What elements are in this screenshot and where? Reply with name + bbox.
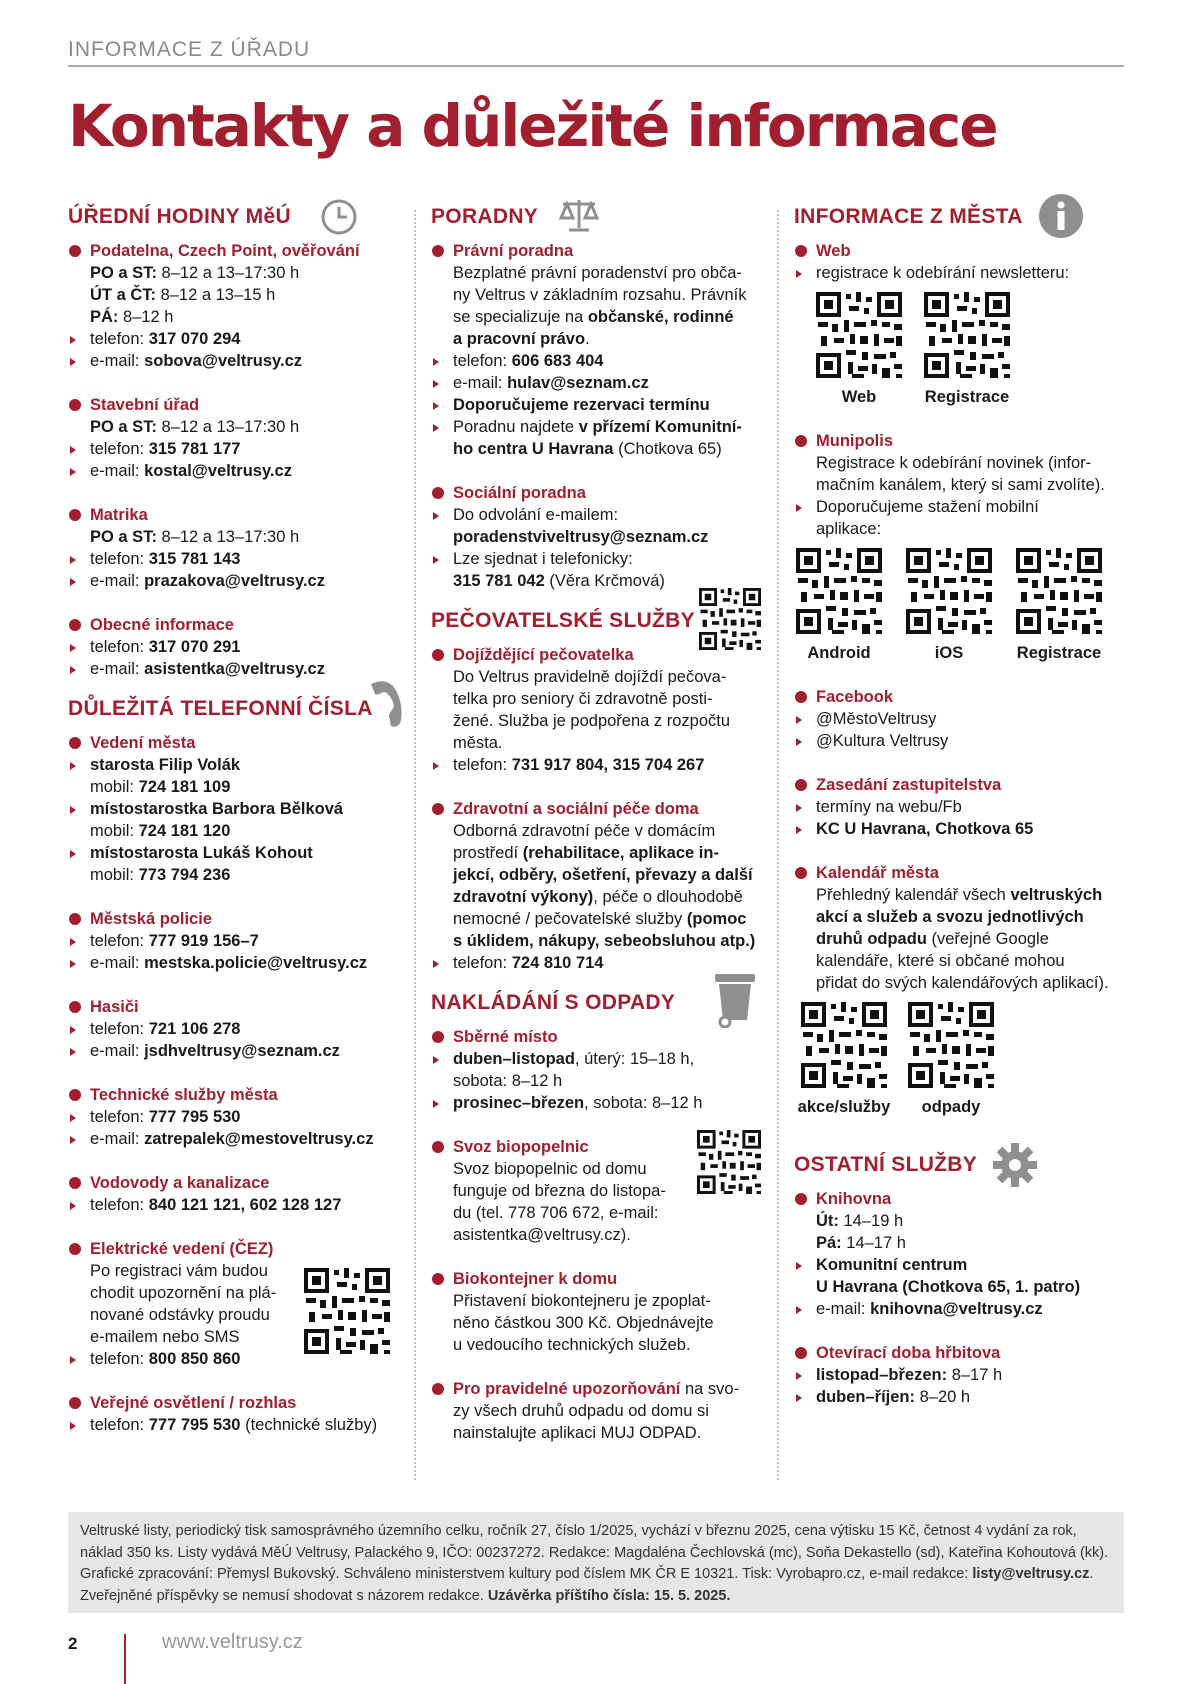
bullet [69,245,81,257]
list-item: Facebook @MěstoVeltrusy @Kultura Veltrusy [794,686,1126,752]
email-line[interactable]: e-mail: prazakova@veltrusy.cz [90,570,398,592]
qr-code-icon[interactable] [924,292,1010,378]
bullet [795,691,807,703]
bullet [432,1383,444,1395]
email-line[interactable]: e-mail: knihovna@veltrusy.cz [816,1298,1126,1320]
bullet [69,509,81,521]
list-item: Knihovna Út: 14–19 h Pá: 14–17 h Komunitní centrum U Havrana (Chotkova 65, 1. patro) e-mail: knihovna@veltrusy.cz [794,1188,1126,1320]
phone-line: telefon: 317 070 294 [90,328,398,350]
qr-code-icon[interactable] [908,1002,994,1088]
page-title: Kontakty a důležité informace [68,92,997,160]
email-line[interactable]: e-mail: hulav@seznam.cz [453,372,761,394]
qr-code-icon[interactable] [1016,548,1102,634]
phone-line: telefon: 315 781 177 [90,438,398,460]
bullet [795,435,807,447]
list-item: Právní poradna Bezplatné právní poradenství pro obča- ny Veltrus v základním rozsahu. Právník se specializuje na občanské, rodinné a pracovní právo. telefon: 606 683 404 e-mail: hulav@seznam.cz Doporučujeme rezervaci termínu Poradnu najdete v přízemí Komunitní- ho centra U Havrana (Chotkova 65) [431,240,761,460]
list-item: Sociální poradna Do odvolání e-mailem: poradenstviveltrusy@seznam.cz Lze sjednat i telefonicky: 315 781 042 (Věra Krčmová) [431,482,761,592]
section-heading: ÚŘEDNÍ HODINY MěÚ [68,196,398,240]
email-line[interactable]: e-mail: jsdhveltrusy@seznam.cz [90,1040,398,1062]
bullet [69,619,81,631]
email-line[interactable]: e-mail: asistentka@veltrusy.cz [90,658,398,680]
column-left [68,196,398,1458]
bullet [69,1397,81,1409]
qr-code-icon[interactable] [816,292,902,378]
bullet [795,867,807,879]
page-number-divider [124,1634,126,1684]
email-line[interactable]: e-mail: kostal@veltrusy.cz [90,460,398,482]
scales-icon [559,196,599,234]
list-item: Pro pravidelné upozorňování na svo- zy všech druhů odpadu od domu si nainstalujte aplikaci MUJ ODPAD. [431,1378,761,1444]
list-item: Zasedání zastupitelstva termíny na webu/Fb KC U Havrana, Chotkova 65 [794,774,1126,840]
list-item: Otevírací doba hřbitova listopad–březen: 8–17 h duben–říjen: 8–20 h [794,1342,1126,1408]
list-item: Vodovody a kanalizace telefon: 840 121 121, 602 128 127 [68,1172,398,1216]
bullet [795,1347,807,1359]
gear-icon [992,1142,1038,1188]
list-item: Munipolis Registrace k odebírání novinek (infor- mačním kanálem, který si sami zvolíte). Doporučujeme stažení mobilní aplikace: Android iOS Registrace [794,430,1126,664]
phone-line: telefon: 777 795 530 [90,1106,398,1128]
bullet [432,1141,444,1153]
qr-code-icon[interactable] [906,548,992,634]
bullet [69,1001,81,1013]
bullet [432,1273,444,1285]
phone-line: telefon: 315 781 143 [90,548,398,570]
bullet [69,737,81,749]
list-item: Kalendář města Přehledný kalendář všech veltruských akcí a služeb a svozu jednotlivých druhů odpadu (veřejné Google kalendáře, které si občané mohou přidat do svých kalendářových aplikací). akce/služby odpady [794,862,1126,1118]
list-item: Stavební úřad PO a ST: 8–12 a 13–17:30 h telefon: 315 781 177 e-mail: kostal@veltrusy.cz [68,394,398,482]
phone-line: telefon: 777 795 530 (technické služby) [90,1414,398,1436]
list-item: Vedení města starosta Filip Volák mobil: 724 181 109 místostarostka Barbora Bělková mobil: 724 181 120 místostarosta Lukáš Kohout mobil: 773 794 236 [68,732,398,886]
phone-line: telefon: 777 919 156–7 [90,930,398,952]
bullet [69,1243,81,1255]
list-item: Zdravotní a sociální péče doma Odborná zdravotní péče v domácím prostředí (rehabilitace, aplikace in- jekcí, odběry, ošetření, převazy a další zdravotní výkony), péče o dlouhodobě nemocné / pečovatelské služby (pomoc s úklidem, nákupy, sebeobsluhou atp.) telefon: 724 810 714 [431,798,761,974]
email-line[interactable]: e-mail: sobova@veltrusy.cz [90,350,398,372]
phone-line: telefon: 724 810 714 [453,952,761,974]
qr-code-icon[interactable] [801,1002,887,1088]
section-heading: INFORMACE Z MĚSTA [794,196,1126,240]
list-item: Matrika PO a ST: 8–12 a 13–17:30 h telefon: 315 781 143 e-mail: prazakova@veltrusy.cz [68,504,398,592]
phone-line: telefon: 606 683 404 [453,350,761,372]
list-item: Veřejné osvětlení / rozhlas telefon: 777 795 530 (technické služby) [68,1392,398,1436]
phone-line: telefon: 721 106 278 [90,1018,398,1040]
header-divider [68,65,1124,67]
list-item: Hasiči telefon: 721 106 278 e-mail: jsdhveltrusy@seznam.cz [68,996,398,1062]
list-item: Svoz biopopelnic Svoz biopopelnic od domu funguje od března do listopa- du (tel. 778 706 672, e-mail: asistentka@veltrusy.cz). [431,1136,761,1246]
bullet [69,913,81,925]
section-heading: DŮLEŽITÁ TELEFONNÍ ČÍSLA [68,688,398,732]
phone-line: telefon: 800 850 860 [90,1348,398,1370]
column-divider [777,210,779,1480]
bullet [432,803,444,815]
qr-code-icon[interactable] [699,588,761,650]
site-url[interactable]: www.veltrusy.cz [162,1631,303,1653]
list-item: Dojíždějící pečovatelka Do Veltrus pravidelně dojíždí pečova- telka pro seniory či zdravotně posti- žené. Služba je podpořena z rozpočtu města. telefon: 731 917 804, 315 704 267 [431,644,761,776]
qr-code-icon[interactable] [796,548,882,634]
phone-line: telefon: 731 917 804, 315 704 267 [453,754,761,776]
phone-icon [365,676,405,732]
bullet [795,245,807,257]
list-item: Technické služby města telefon: 777 795 530 e-mail: zatrepalek@mestoveltrusy.cz [68,1084,398,1150]
bullet [795,1193,807,1205]
bullet [795,779,807,791]
info-icon [1038,193,1084,239]
section-header: INFORMACE Z ÚŘADU [68,38,311,61]
page-number: 2 [68,1634,78,1653]
trash-bin-icon [713,970,757,1028]
list-item: Městská policie telefon: 777 919 156–7 e-mail: mestska.policie@veltrusy.cz [68,908,398,974]
bullet [432,649,444,661]
column-middle [431,196,761,1466]
bullet [432,245,444,257]
bullet [432,487,444,499]
phone-line: telefon: 840 121 121, 602 128 127 [90,1194,398,1216]
bullet [69,1177,81,1189]
email-line[interactable]: e-mail: mestska.policie@veltrusy.cz [90,952,398,974]
column-right [794,196,1126,1430]
column-divider [414,210,416,1480]
list-item: Podatelna, Czech Point, ověřování PO a ST: 8–12 a 13–17:30 h ÚT a ČT: 8–12 a 13–15 h PÁ: 8–12 h telefon: 317 070 294 e-mail: sobova@veltrusy.cz [68,240,398,372]
clock-icon [320,198,358,236]
section-heading: PEČOVATELSKÉ SLUŽBY [431,600,761,644]
list-item: Obecné informace telefon: 317 070 291 e-mail: asistentka@veltrusy.cz [68,614,398,680]
list-item: Biokontejner k domu Přistavení biokontejneru je zpoplat- něno částkou 300 Kč. Objednávejte u vedoucího technických služeb. [431,1268,761,1356]
bullet [432,1031,444,1043]
phone-line: telefon: 317 070 291 [90,636,398,658]
section-heading: PORADNY [431,196,761,240]
bullet [69,1089,81,1101]
bullet [69,399,81,411]
list-item: Web registrace k odebírání newsletteru: Web Registrace [794,240,1126,408]
list-item: Elektrické vedení (ČEZ) Po registraci vám budou chodit upozornění na plá- nované odstávky proudu e-mailem nebo SMS telefon: 800 850 860 [68,1238,398,1370]
footer-imprint: Veltruské listy, periodický tisk samosprávného územního celku, ročník 27, číslo 1/2025, vychází v březnu 2025, cena výtisku 15 Kč, četnost 4 vydání za rok, náklad 350 ks. Listy vydává MěÚ Veltrusy, Palackého 9, IČO: 00237272. Redakce: Magdaléna Čechlovská (mc), Soňa Dekastello (sd), Kateřina Kohoutová (kk). Grafické zpracování: Přemysl Bukovský. Schváleno ministerstvem kultury pod číslem MK ČR E 10321. Tisk: Vyrobapro.cz, e-mail redakce: listy@veltrusy.cz. Zveřejněné příspěvky se nemusí shodovat s názorem redakce. Uzávěrka příštího čísla: 15. 5. 2025. [68,1512,1124,1613]
email-line[interactable]: e-mail: zatrepalek@mestoveltrusy.cz [90,1128,398,1150]
section-heading: OSTATNÍ SLUŽBY [794,1144,1126,1188]
section-heading: NAKLÁDÁNÍ S ODPADY [431,982,761,1026]
list-item: Sběrné místo duben–listopad, úterý: 15–18 h, sobota: 8–12 h prosinec–březen, sobota: 8–12 h [431,1026,761,1114]
